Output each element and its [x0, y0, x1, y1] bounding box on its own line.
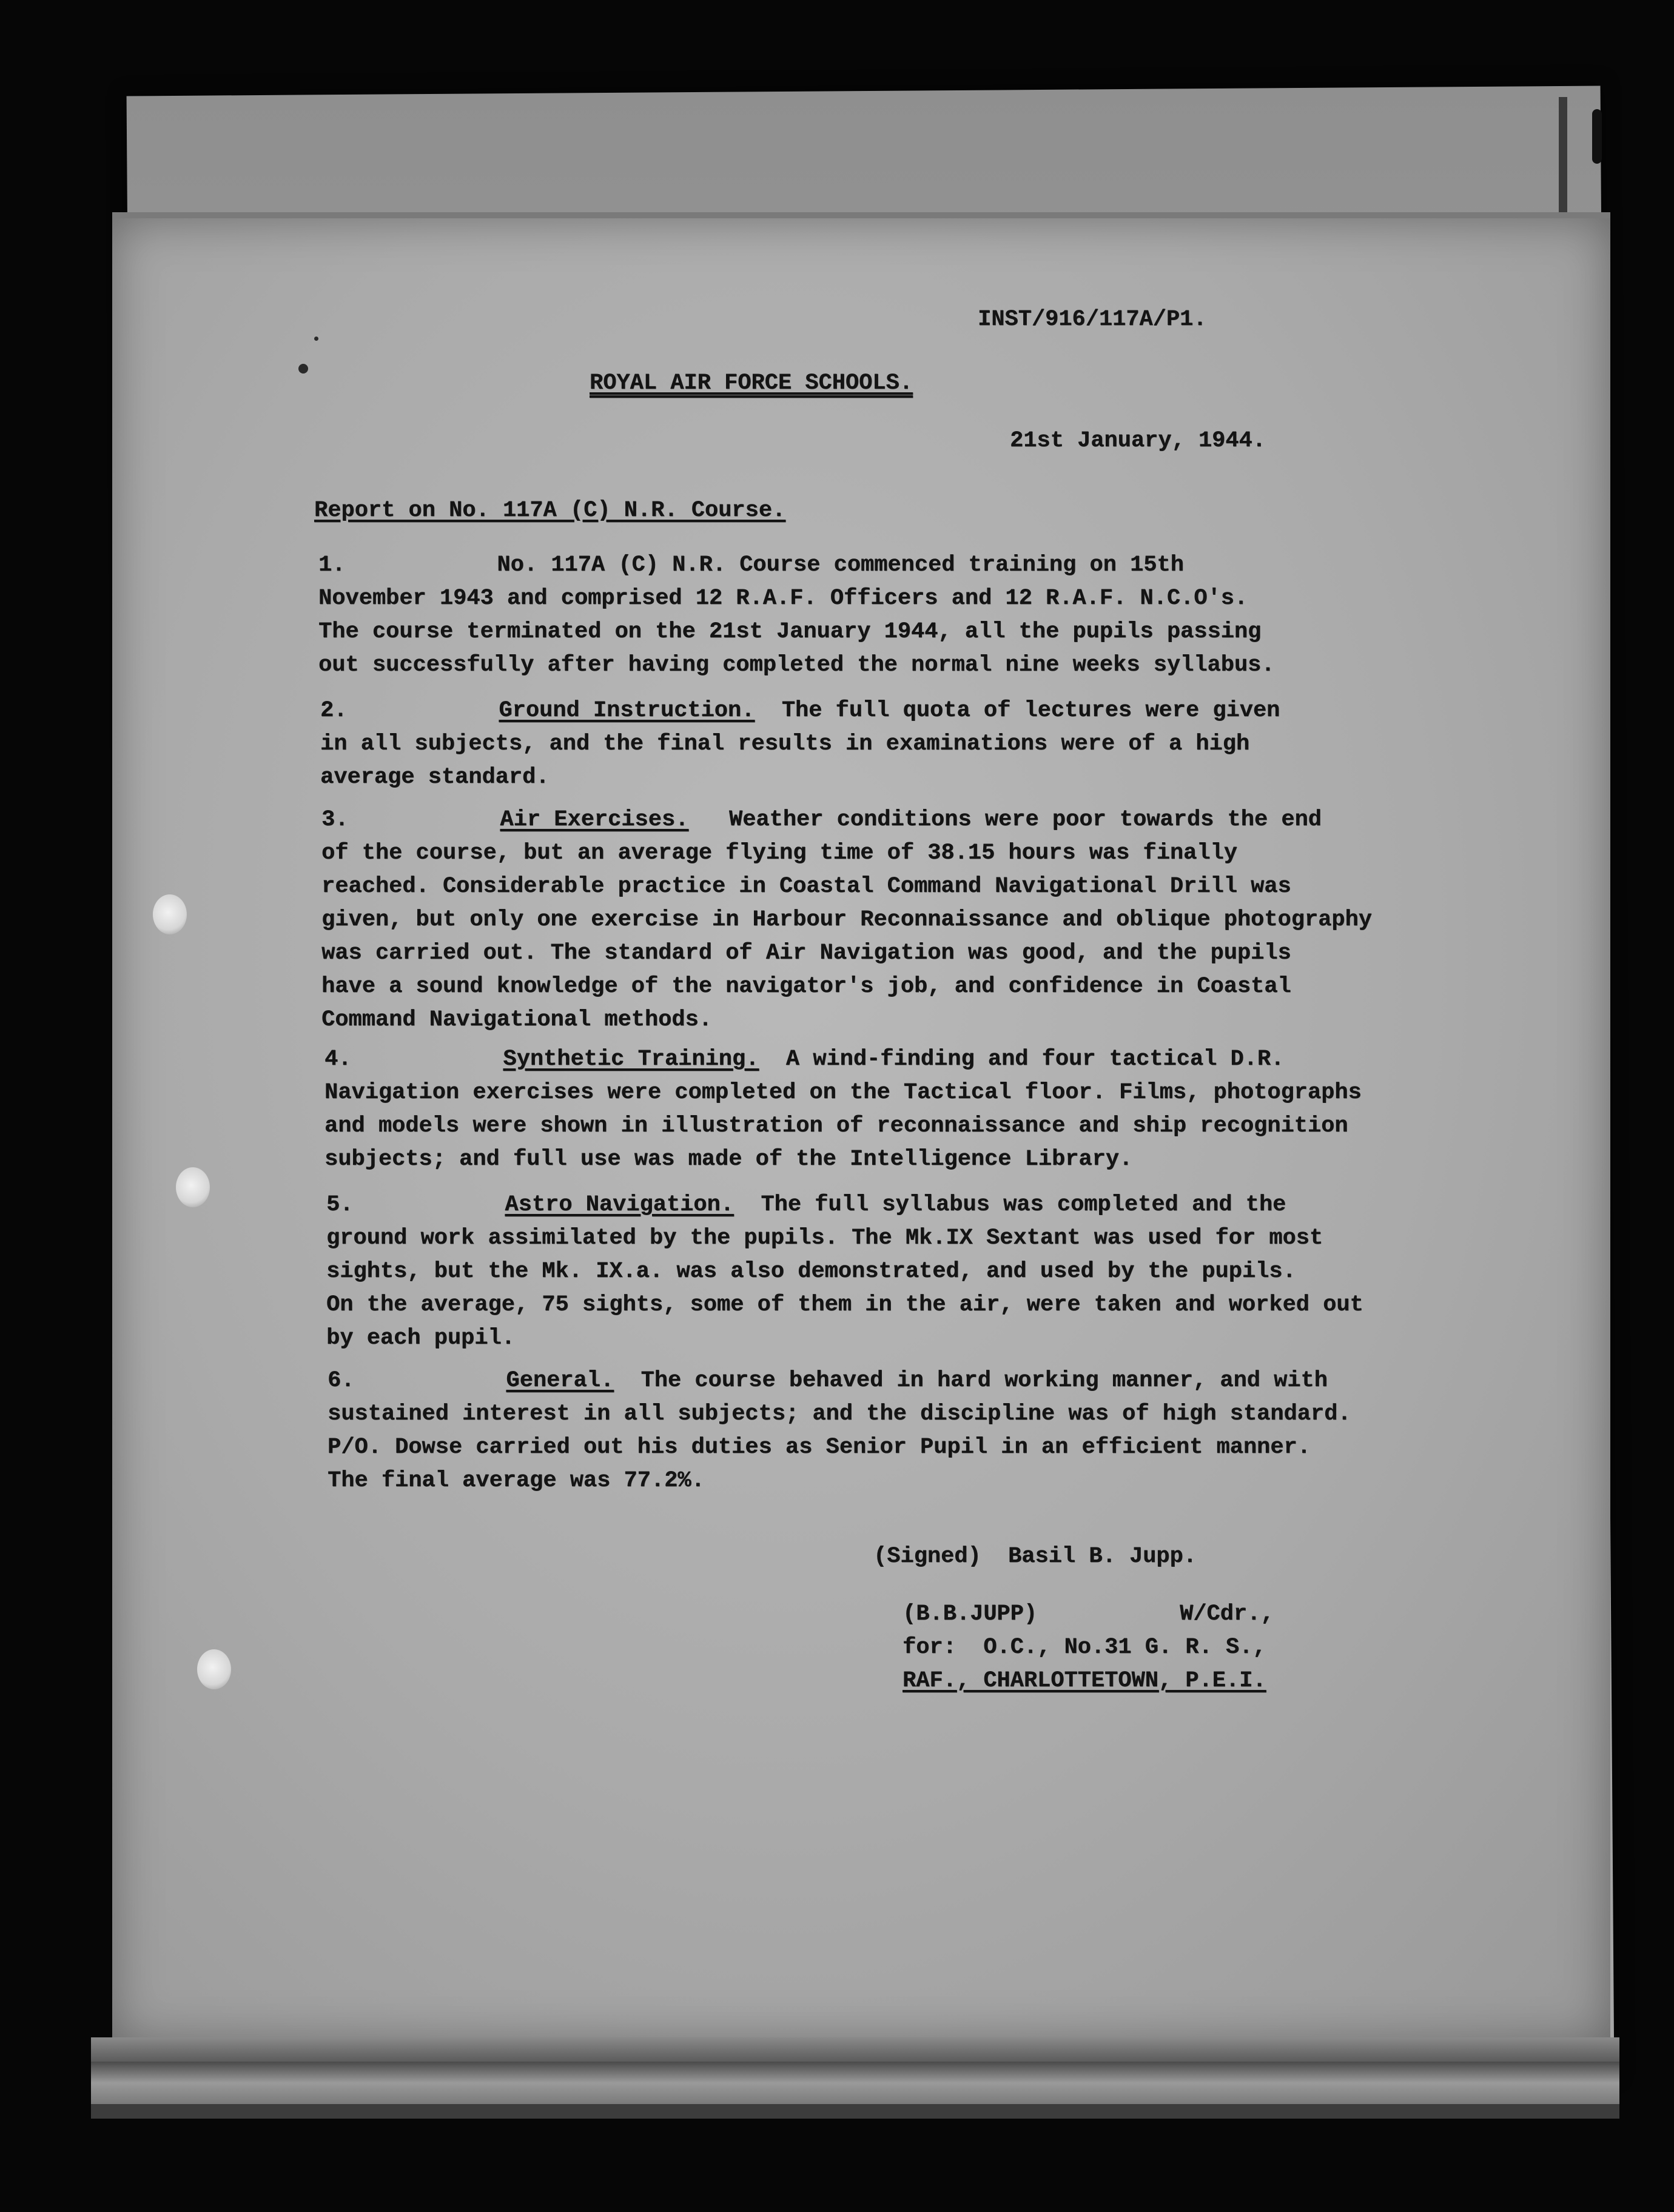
punch-hole: [197, 1649, 231, 1689]
paragraph-line: The course terminated on the 21st January 1944, all the pupils passing: [318, 619, 1262, 645]
paragraph-title: Synthetic Training.: [503, 1047, 759, 1072]
paragraph-first-line: The full syllabus was completed and the: [761, 1192, 1286, 1218]
paragraph-number: 2.: [320, 698, 348, 723]
paragraph-number: 3.: [321, 807, 349, 833]
bottom-strip: [91, 2062, 1619, 2104]
paragraph-line: have a sound knowledge of the navigator's job, and confidence in Coastal: [321, 974, 1291, 999]
punch-hole: [176, 1167, 210, 1207]
paragraph-title: General.: [506, 1368, 614, 1393]
bottom-strip: [91, 2037, 1619, 2062]
document-reference: INST/916/117A/P1.: [978, 307, 1207, 332]
paragraph-number: 5.: [326, 1192, 354, 1218]
paragraph-line: out successfully after having completed the normal nine weeks syllabus.: [318, 652, 1275, 678]
paragraph-line: ground work assimilated by the pupils. The Mk.IX Sextant was used for most: [326, 1225, 1323, 1251]
paragraph-line: in all subjects, and the final results in examinations were of a high: [320, 731, 1250, 757]
paragraph-line: given, but only one exercise in Harbour Reconnaissance and oblique photography: [321, 907, 1372, 933]
signatory-for: for: O.C., No.31 G. R. S.,: [903, 1635, 1266, 1660]
signatory-location: RAF., CHARLOTTETOWN, P.E.I.: [903, 1668, 1266, 1694]
signatory-name: (B.B.JUPP): [903, 1601, 1038, 1627]
paragraph-line: sustained interest in all subjects; and the discipline was of high standard.: [328, 1401, 1351, 1427]
paragraph-first-line: A wind-finding and four tactical D.R.: [785, 1047, 1285, 1072]
paragraph-line: No. 117A (C) N.R. Course commenced training on 15th: [497, 552, 1184, 578]
speck: [298, 364, 308, 374]
binder-clip: [1592, 109, 1602, 164]
paragraph-line: sights, but the Mk. IX.a. was also demonstrated, and used by the pupils.: [326, 1259, 1296, 1284]
paragraph-2: [320, 694, 1280, 794]
paragraph-line: by each pupil.: [326, 1326, 515, 1351]
paragraph-3: [321, 803, 1372, 1037]
paragraph-line: subjects; and full use was made of the Intelligence Library.: [324, 1147, 1133, 1172]
document-subject: Report on No. 117A (C) N.R. Course.: [314, 498, 786, 523]
paragraph-number: 6.: [328, 1368, 355, 1393]
paragraph-first-line: The full quota of lectures were given: [781, 698, 1280, 723]
paragraph-line: reached. Considerable practice in Coastal Command Navigational Drill was: [321, 874, 1291, 899]
paragraph-line: of the course, but an average flying time of 38.15 hours was finally: [321, 840, 1237, 866]
paragraph-line: Navigation exercises were completed on the Tactical floor. Films, photographs: [324, 1080, 1362, 1105]
signatory-rank: W/Cdr.,: [1180, 1601, 1274, 1627]
paragraph-line: P/O. Dowse carried out his duties as Senior Pupil in an efficient manner.: [328, 1435, 1311, 1460]
paragraph-number: 1.: [318, 552, 346, 578]
paragraph-5: [326, 1188, 1363, 1355]
paragraph-first-line: The course behaved in hard working manner, and with: [640, 1368, 1328, 1393]
paragraph-number: 4.: [324, 1047, 352, 1072]
paragraph-first-line: Weather conditions were poor towards the end: [728, 807, 1322, 833]
paragraph-title: Ground Instruction.: [499, 698, 755, 723]
paragraph-line: was carried out. The standard of Air Navigation was good, and the pupils: [321, 940, 1291, 966]
paragraph-line: On the average, 75 sights, some of them in the air, were taken and worked out: [326, 1292, 1363, 1318]
paragraph-title: Air Exercises.: [500, 807, 689, 833]
paragraph-1: [318, 549, 1274, 682]
paragraph-title: Astro Navigation.: [505, 1192, 734, 1218]
bottom-strip: [91, 2104, 1619, 2119]
document-heading: ROYAL AIR FORCE SCHOOLS.: [590, 370, 913, 396]
paragraph-4: [324, 1043, 1362, 1176]
document-date: 21st January, 1944.: [1010, 428, 1266, 454]
speck: [314, 337, 318, 341]
punch-hole: [153, 894, 187, 934]
paragraph-line: average standard.: [320, 765, 550, 790]
paragraph-line: Command Navigational methods.: [321, 1007, 712, 1033]
signed-line: (Signed) Basil B. Jupp.: [873, 1544, 1197, 1569]
paragraph-line: The final average was 77.2%.: [328, 1468, 705, 1493]
paragraph-line: November 1943 and comprised 12 R.A.F. Officers and 12 R.A.F. N.C.O's.: [318, 586, 1248, 611]
paragraph-6: [328, 1364, 1351, 1498]
paragraph-line: and models were shown in illustration of reconnaissance and ship recognition: [324, 1113, 1348, 1139]
